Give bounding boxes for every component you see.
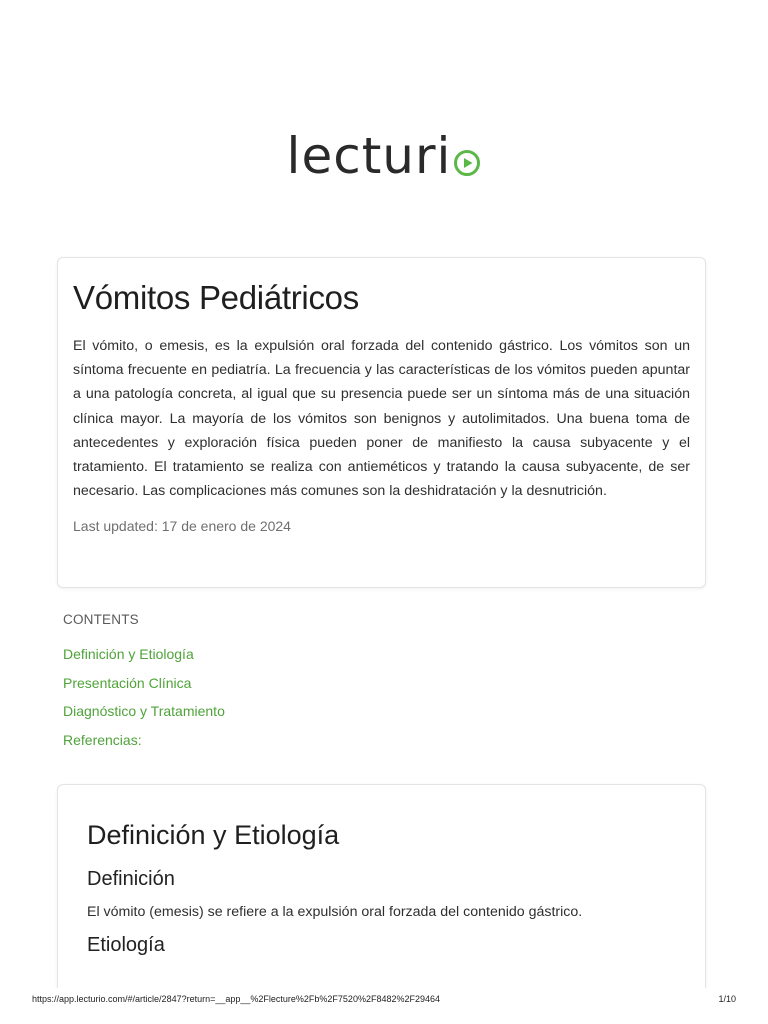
contents-link-presentacion[interactable]: Presentación Clínica [63,674,192,691]
footer-url: https://app.lecturio.com/#/article/2847?return=__app__%2Flecture%2Fb%2F7520%2F8482%2F29464 [32,994,441,1004]
lecturio-logo [0,126,768,186]
table-of-contents [63,612,703,759]
subsection-title-definicion: Definición [87,868,175,890]
contents-link-referencias[interactable]: Referencias: [63,731,142,748]
contents-link-definicion[interactable]: Definición y Etiología [63,646,194,662]
page-title: Vómitos Pediátricos [73,279,359,316]
summary-card [57,257,706,588]
summary-text: El vómito, o emesis, es la expulsión oral forzada del contenido gástrico. Los vómitos son un síntoma frecuente en pediatría. La frecuencia y las características de los vómitos pueden apuntar a una patología concreta, al igual que su presencia puede ser un síntoma más de una situación clínica mayor. La mayoría de los vómitos son benignos y autolimitados. Una buena toma de antecedentes y exploración física pueden poner de manifiesto la causa subyacente y el tratamiento. El tratamiento se realiza con antieméticos y tratando la causa subyacente, de ser necesario. Las complicaciones más comunes son la deshidratación y la desnutrición. [73,338,690,500]
play-circle-icon [453,149,481,177]
contents-heading: CONTENTS [63,612,139,627]
print-footer [0,988,768,1024]
definition-text: El vómito (emesis) se refiere a la expulsión oral forzada del contenido gástrico. [87,904,583,920]
logo-text: lecturi [286,127,452,185]
contents-link-diagnostico[interactable]: Diagnóstico y Tratamiento [63,703,225,719]
subsection-title-etiologia: Etiología [87,934,165,956]
last-updated: Last updated: 17 de enero de 2024 [73,518,291,535]
section-title: Definición y Etiología [87,820,340,850]
page-number: 1/10 [718,994,736,1004]
